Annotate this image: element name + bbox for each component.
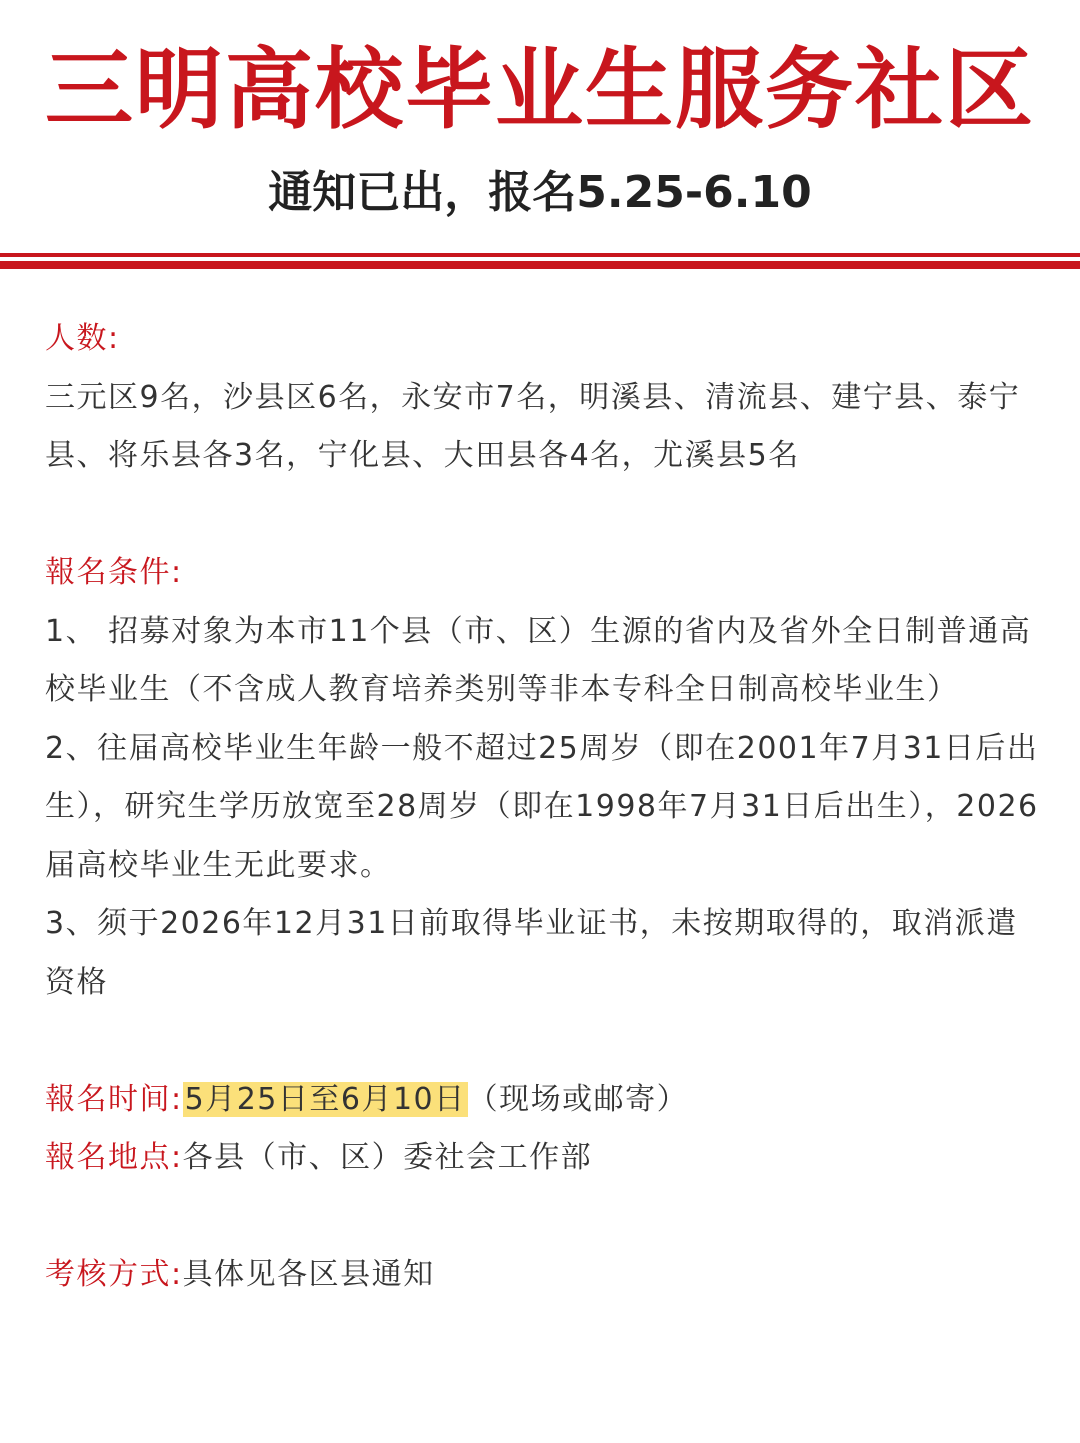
condition-item-1: 1、 招募对象为本市11个县（市、区）生源的省内及省外全日制普通高校毕业生（不含成人教育培养类别等非本专科全日制高校毕业生）: [45, 613, 1032, 707]
header: [0, 0, 1080, 250]
registration-time-note: （现场或邮寄）: [467, 1081, 689, 1117]
quota-text: 三元区9名，沙县区6名，永安市7名，明溪县、清流县、建宁县、泰宁县、将乐县各3名，宁化县、大田县各4名，尤溪县5名: [45, 379, 1021, 473]
divider-thick: [0, 261, 1080, 269]
assessment-row: [45, 1246, 1040, 1305]
conditions-section: [45, 544, 1040, 1012]
assessment-section: [45, 1246, 1040, 1305]
registration-time-value: 5月25日至6月10日: [184, 1081, 466, 1117]
condition-item-3: 3、须于2026年12月31日前取得毕业证书，未按期取得的，取消派遣资格: [45, 906, 1018, 1000]
page-subtitle: 通知已出，报名5.25-6.10: [268, 167, 812, 218]
page-title: 三明高校毕业生服务社区: [44, 38, 1035, 141]
assessment-label: 考核方式:: [45, 1257, 183, 1292]
assessment-value: 具体见各区县通知: [182, 1257, 435, 1292]
registration-time-label: 報名时间:: [45, 1081, 183, 1117]
quota-section: [45, 310, 1040, 486]
condition-item-2: 2、往届高校毕业生年龄一般不超过25周岁（即在2001年7月31日后出生），研究生学历放宽至28周岁（即在1998年7月31日后出生），2026届高校毕业生无此要求。: [45, 730, 1039, 883]
registration-time-row: [45, 1071, 1040, 1130]
spacer: [45, 1188, 1040, 1247]
divider-thin: [0, 253, 1080, 257]
quota-label: 人数:: [45, 321, 120, 356]
registration-place-label: 報名地点:: [45, 1140, 183, 1175]
registration-place-value: 各县（市、区）委社会工作部: [182, 1140, 593, 1175]
spacer: [45, 1012, 1040, 1071]
notice-body: [45, 310, 1040, 1305]
conditions-label: 報名条件:: [45, 555, 183, 590]
registration-place-row: [45, 1129, 1040, 1188]
registration-section: [45, 1071, 1040, 1188]
spacer: [45, 486, 1040, 545]
